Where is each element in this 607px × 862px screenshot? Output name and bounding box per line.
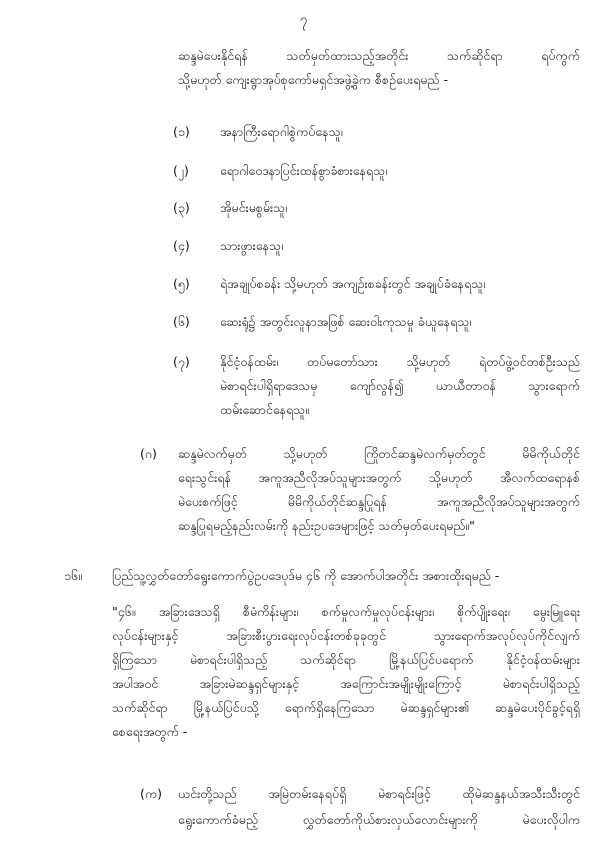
quote-line: ရှိကြသော မဲစာရင်းပါရှိသည့် သက်ဆိုင်ရာ မြို့နယ်ပြင်ပရောက် နိုင်ငံ့ဝန်ထမ်းများ bbox=[112, 652, 580, 667]
section-text: ပြည်သူ့လွှတ်တော်ရွေးကောက်ပွဲဥပဒေပုဒ်မ ၄၆ ကို အောက်ပါအတိုင်း အစားထိုးရမည် - bbox=[112, 568, 500, 583]
subsection-text: ရွေးကောက်ခံမည့် လွှတ်တော်ကိုယ်စားလှယ်လောင်းများကို မဲပေးလိုပါက bbox=[178, 812, 580, 827]
quote-line: သက်ဆိုင်ရာ မြို့နယ်ပြင်ပသို့ ရောက်ရှိနေကြသော မဲဆန္ဒရှင်များ၏ ဆန္ဒမဲပေးပိုင်ခွင့်ရရှိ bbox=[112, 700, 580, 715]
item-number: (၃) bbox=[173, 200, 190, 215]
item-number: (၆) bbox=[173, 314, 190, 329]
quote-line: စေရေးအတွက် - bbox=[112, 724, 188, 739]
item-text: နိုင်ငံ့ဝန်ထမ်း၊ တပ်မတော်သား သို့မဟုတ် ရဲတပ်ဖွဲ့ဝင်တစ်ဦးသည် bbox=[220, 354, 580, 369]
item-text: ရောဂါဝေဒနာပြင်းထန်စွာခံစားနေရသူ၊ bbox=[220, 163, 388, 178]
subsection-text: ရေးသွင်းရန် အကူအညီလိုအပ်သူများအတွက် သို့မဟုတ် အီလက်ထရောနစ် bbox=[178, 470, 580, 485]
item-text: အိုမင်းမစွမ်းသူ၊ bbox=[220, 200, 288, 215]
subsection-text: ဆန္ဒမဲလက်မှတ် သို့မဟုတ် ကြိုတင်ဆန္ဒမဲလက်မှတ်တွင် မိမိကိုယ်တိုင် bbox=[178, 446, 580, 461]
intro-line-2: သို့မဟုတ် ကျေးရွာအုပ်စုကော်မရှင်အဖွဲ့ခွဲက စီစဉ်ပေးရမည် - bbox=[178, 72, 448, 87]
item-number: (၇) bbox=[173, 354, 190, 369]
item-text: သားဖွားနေသူ၊ bbox=[220, 238, 284, 253]
item-number: (၄) bbox=[173, 238, 190, 253]
item-number: (၅) bbox=[173, 276, 190, 291]
intro-line-1: ဆန္ဒမဲပေးနိုင်ရန် သတ်မှတ်ထားသည့်အတိုင်း သက်ဆိုင်ရာ ရပ်ကွက် bbox=[178, 48, 580, 63]
quote-line: "၄၆။ အခြားဒေသရှိ စီမံကိန်းများ၊ စက်မှုလက်မှုလုပ်ငန်းများ၊ စိုက်ပျိုးရေး၊ မွေးမြူရေး bbox=[112, 604, 580, 619]
quote-line: အပါအဝင် အခြားမဲဆန္ဒရှင်များနှင့် အကြောင်းအမျိုးမျိုးကြောင့် မဲစာရင်းပါရှိသည့် bbox=[112, 676, 580, 691]
subsection-number: (က) bbox=[140, 786, 162, 801]
subsection-text: ယင်းတို့သည် အမြဲတမ်းနေရပ်ရှိ မဲစာရင်းဖြင့် ထိုမဲဆန္ဒနယ်အသီးသီးတွင် bbox=[178, 786, 580, 801]
item-text: ထမ်းဆောင်နေရသူ။ bbox=[220, 402, 310, 417]
quote-line: လုပ်ငန်းများနှင့် အခြားစီးပွားရေးလုပ်ငန်းတစ်ခုခုတွင် သွားရောက်အလုပ်လုပ်ကိုင်လျက် bbox=[112, 628, 580, 643]
item-text: အနာကြီးရောဂါစွဲကပ်နေသူ၊ bbox=[220, 124, 343, 139]
item-number: (၂) bbox=[173, 163, 189, 178]
item-text: ရဲအချုပ်စခန်း သို့မဟုတ် အကျဉ်းစခန်းတွင် အချုပ်ခံနေရသူ၊ bbox=[220, 276, 486, 291]
item-text: မဲစာရင်းပါရှိရာဒေသမှ ကျော်လွန်၍ ယာယီတာဝန် သွားရောက် bbox=[220, 378, 580, 393]
subsection-text: မဲပေးစက်ဖြင့် မိမိကိုယ်တိုင်ဆန္ဒပြုရန် အကူအညီလိုအပ်သူများအတွက် bbox=[178, 494, 580, 509]
subsection-text: ဆန္ဒပြုရမည့်နည်းလမ်းကို နည်းဥပဒေများဖြင့် သတ်မှတ်ပေးရမည်။" bbox=[178, 518, 475, 533]
item-text: ဆေးရုံ၌ အတွင်းလူနာအဖြစ် ဆေးဝါးကုသမှု ခံယူနေရသူ၊ bbox=[220, 314, 472, 329]
subsection-number: (ဂ) bbox=[140, 446, 157, 461]
item-number: (၁) bbox=[173, 124, 190, 139]
section-number: ၁၆။ bbox=[64, 568, 82, 583]
page-number: ၇ bbox=[299, 12, 308, 28]
